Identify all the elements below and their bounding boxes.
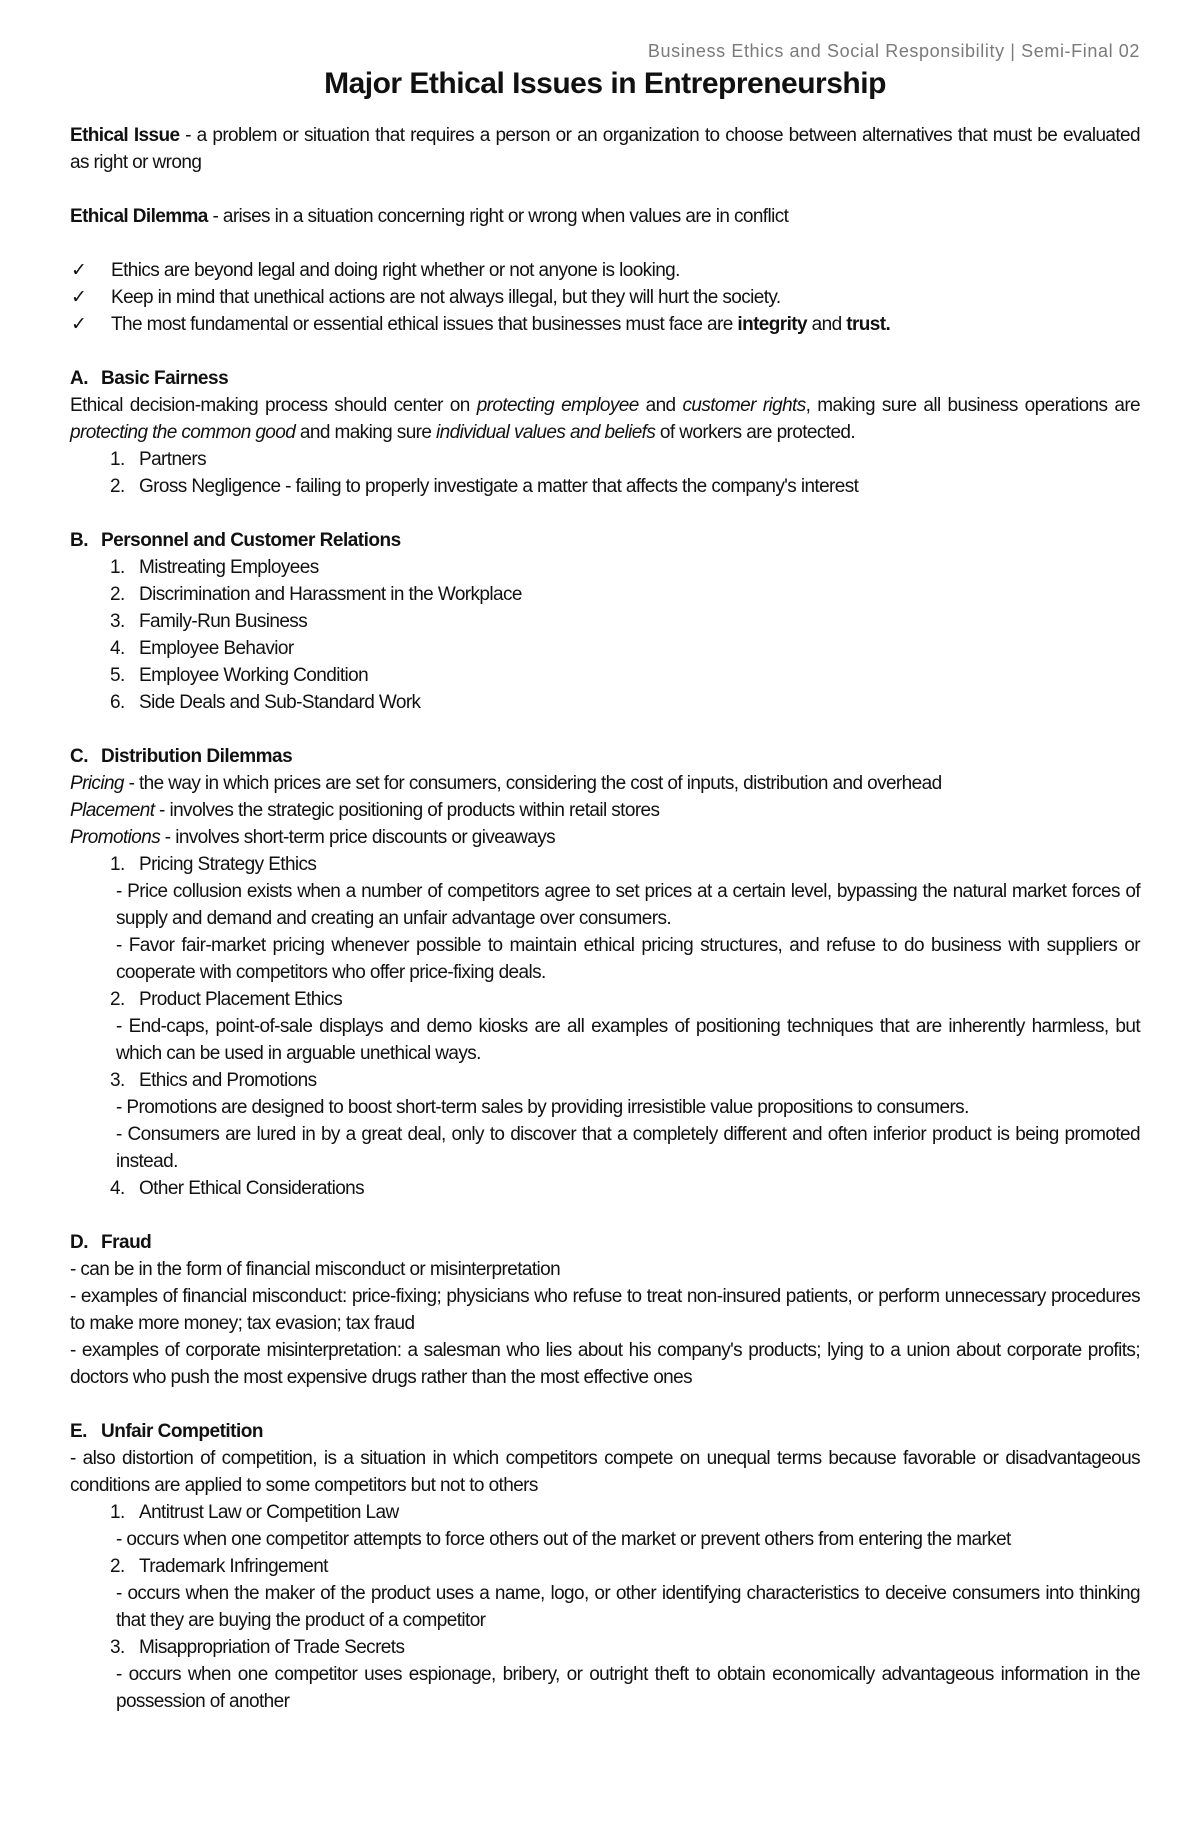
check-item-text: Keep in mind that unethical actions are not always illegal, but they will hurt the society. <box>111 287 781 308</box>
section-d-heading <box>70 1229 1140 1256</box>
promotions-definition: Promotions - involves short-term price discounts or giveaways <box>70 827 556 848</box>
list-item-detail: - Promotions are designed to boost short-term sales by providing irresistible value propositions to consumers. <box>116 1097 969 1118</box>
check-item-text: and <box>806 314 847 335</box>
section-e-heading <box>70 1418 1140 1445</box>
check-icon: ✓ <box>71 314 87 335</box>
check-item <box>70 284 1140 311</box>
list-item-detail: - Consumers are lured in by a great deal, only to discover that a completely different and often inferior product is being promoted instead. <box>116 1124 1140 1172</box>
ethical-dilemma-definition <box>70 203 1140 230</box>
section-letter: B. <box>70 530 88 551</box>
integrity-term: integrity <box>737 314 807 335</box>
list-item: 2. Trademark Infringement <box>110 1556 328 1577</box>
list-item: 6. Side Deals and Sub-Standard Work <box>110 692 421 713</box>
unfair-competition-paragraph: - also distortion of competition, is a situation in which competitors compete on unequal terms because favorable or disadvantageous conditions are applied to some competitors but not to others <box>70 1448 1140 1496</box>
section-letter: D. <box>70 1232 88 1253</box>
list-item-detail: - Price collusion exists when a number of competitors agree to set prices at a certain level, bypassing the natural market forces of supply and demand and creating an unfair advantage over consumers. <box>116 881 1140 929</box>
list-item-detail: - End-caps, point-of-sale displays and demo kiosks are all examples of positioning techniques that are inherently harmless, but which can be used in arguable unethical ways. <box>116 1016 1140 1064</box>
list-item: 1. Antitrust Law or Competition Law <box>110 1502 399 1523</box>
list-item: 1. Pricing Strategy Ethics <box>110 854 317 875</box>
section-title: Unfair Competition <box>101 1421 263 1442</box>
section-c-heading <box>70 743 1140 770</box>
trust-term: trust. <box>846 314 891 335</box>
section-title: Fraud <box>101 1232 152 1253</box>
check-icon: ✓ <box>71 260 87 281</box>
list-item: 3. Misappropriation of Trade Secrets <box>110 1637 405 1658</box>
fraud-paragraph: - examples of corporate misinterpretation: a salesman who lies about his company's products; lying to a union about corporate profits; doctors who push the most expensive drugs rather than the most effective ones <box>70 1340 1140 1388</box>
section-letter: C. <box>70 746 88 767</box>
list-item-detail: - occurs when one competitor attempts to force others out of the market or prevent others from entering the market <box>116 1529 1011 1550</box>
list-item: 5. Employee Working Condition <box>110 665 369 686</box>
check-item <box>70 257 1140 284</box>
section-title: Personnel and Customer Relations <box>101 530 401 551</box>
section-letter: A. <box>70 368 88 389</box>
list-item: 2. Product Placement Ethics <box>110 989 343 1010</box>
check-item <box>70 311 1140 338</box>
check-item-text: The most fundamental or essential ethical issues that businesses must face are <box>111 314 738 335</box>
section-a-heading <box>70 365 1140 392</box>
list-item-detail: - occurs when one competitor uses espionage, bribery, or outright theft to obtain economically advantageous information in the possession of another <box>116 1664 1140 1712</box>
check-list <box>70 257 1140 338</box>
list-item-detail: - occurs when the maker of the product uses a name, logo, or other identifying characteristics to deceive consumers into thinking that they are buying the product of a competitor <box>116 1583 1140 1631</box>
list-item: 1. Partners <box>110 449 207 470</box>
list-item-detail: - Favor fair-market pricing whenever possible to maintain ethical pricing structures, and refuse to do business with suppliers or cooperate with competitors who offer price-fixing deals. <box>116 935 1140 983</box>
ethical-dilemma-text: - arises in a situation concerning right or wrong when values are in conflict <box>207 206 789 227</box>
ethical-issue-definition <box>70 122 1140 176</box>
list-item: 1. Mistreating Employees <box>110 557 319 578</box>
section-title: Basic Fairness <box>101 368 229 389</box>
placement-definition: Placement - involves the strategic positioning of products within retail stores <box>70 800 660 821</box>
section-letter: E. <box>70 1421 87 1442</box>
fraud-paragraph: - examples of financial misconduct: price-fixing; physicians who refuse to treat non-insured patients, or perform unnecessary procedures to make more money; tax evasion; tax fraud <box>70 1286 1140 1334</box>
check-icon: ✓ <box>71 287 87 308</box>
section-b-heading <box>70 527 1140 554</box>
list-item: 4. Employee Behavior <box>110 638 294 659</box>
check-item-text: Ethics are beyond legal and doing right whether or not anyone is looking. <box>111 260 680 281</box>
list-item: 2. Discrimination and Harassment in the Workplace <box>110 584 522 605</box>
list-item: 4. Other Ethical Considerations <box>110 1178 365 1199</box>
list-item: 3. Family-Run Business <box>110 611 308 632</box>
ethical-dilemma-term: Ethical Dilemma <box>70 206 208 227</box>
fraud-paragraph: - can be in the form of financial misconduct or misinterpretation <box>70 1259 561 1280</box>
ethical-issue-term: Ethical Issue <box>70 125 180 146</box>
page-title: Major Ethical Issues in Entrepreneurship <box>324 67 886 100</box>
section-a-paragraph: Ethical decision-making process should center on protecting employee and customer rights, making sure all business operations are protecting the common good and making sure individual values and beliefs of workers are protected. <box>70 395 1141 443</box>
section-title: Distribution Dilemmas <box>101 746 293 767</box>
document-page <box>70 38 1140 1715</box>
page-header: Business Ethics and Social Responsibility | Semi-Final 02 <box>647 41 1140 61</box>
pricing-definition: Pricing - the way in which prices are set for consumers, considering the cost of inputs, distribution and overhead <box>70 773 942 794</box>
ethical-issue-text: - a problem or situation that requires a person or an organization to choose between alternatives that must be evaluated as right or wrong <box>70 125 1140 173</box>
list-item: 2. Gross Negligence - failing to properly investigate a matter that affects the company's interest <box>110 476 859 497</box>
list-item: 3. Ethics and Promotions <box>110 1070 317 1091</box>
